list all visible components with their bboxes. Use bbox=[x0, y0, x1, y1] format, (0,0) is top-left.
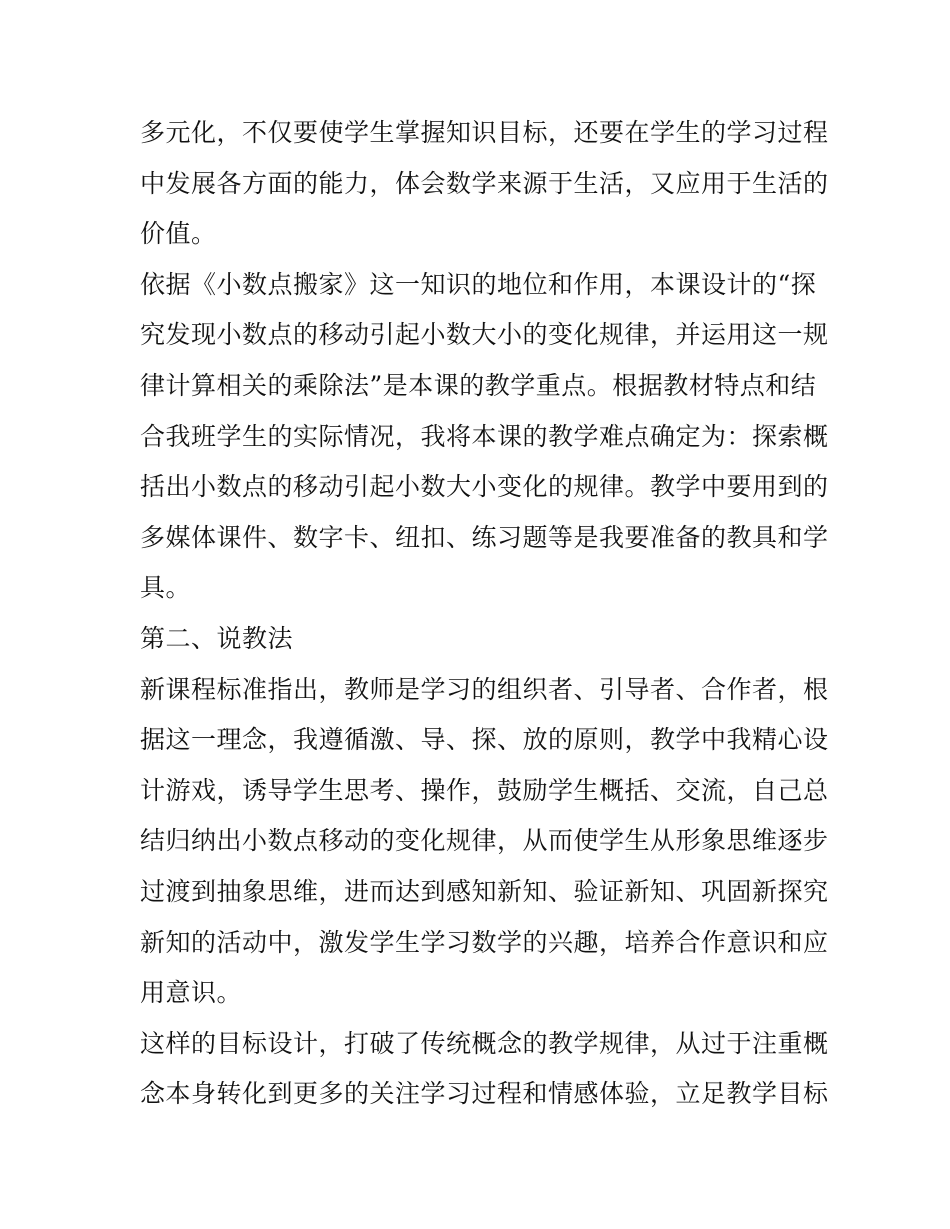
text-line: 多元化，不仅要使学生掌握知识目标，还要在学生的学习过程 bbox=[140, 118, 829, 147]
text-line: 价值。 bbox=[140, 219, 217, 249]
text-line: 多媒体课件、数字卡、纽扣、练习题等是我要准备的教具和学 bbox=[140, 522, 829, 552]
text-line: 念本身转化到更多的关注学习过程和情感体验，立足教学目标 bbox=[140, 1079, 829, 1109]
text-line: 具。 bbox=[140, 573, 192, 603]
text-line: 结归纳出小数点移动的变化规律，从而使学生从形象思维逐步 bbox=[140, 826, 829, 856]
text-line: 据这一理念，我遵循激、导、探、放的原则，教学中我精心设 bbox=[140, 725, 829, 755]
text-line: 究发现小数点的移动引起小数大小的变化规律，并运用这一规 bbox=[140, 320, 829, 350]
text-line: 括出小数点的移动引起小数大小变化的规律。教学中要用到的 bbox=[140, 472, 829, 502]
document-body bbox=[140, 108, 829, 1120]
text-line: 过渡到抽象思维，进而达到感知新知、验证新知、巩固新探究 bbox=[140, 876, 829, 906]
text-line: 依据《小数点搬家》这一知识的地位和作用，本课设计的“探 bbox=[140, 269, 817, 299]
text-line: 新课程标准指出，教师是学习的组织者、引导者、合作者，根 bbox=[140, 674, 829, 704]
section-heading: 第二、说教法 bbox=[140, 623, 294, 653]
text-line: 用意识。 bbox=[140, 978, 243, 1008]
text-line: 中发展各方面的能力，体会数学来源于生活，又应用于生活的 bbox=[140, 168, 829, 198]
text-line: 新知的活动中，激发学生学习数学的兴趣，培养合作意识和应 bbox=[140, 927, 829, 957]
text-line: 这样的目标设计，打破了传统概念的教学规律，从过于注重概 bbox=[140, 1028, 829, 1058]
text-line: 律计算相关的乘除法”是本课的教学重点。根据教材特点和结 bbox=[140, 370, 817, 400]
text-line: 计游戏，诱导学生思考、操作，鼓励学生概括、交流，自己总 bbox=[140, 775, 829, 805]
text-line: 合我班学生的实际情况，我将本课的教学难点确定为：探索概 bbox=[140, 421, 829, 451]
